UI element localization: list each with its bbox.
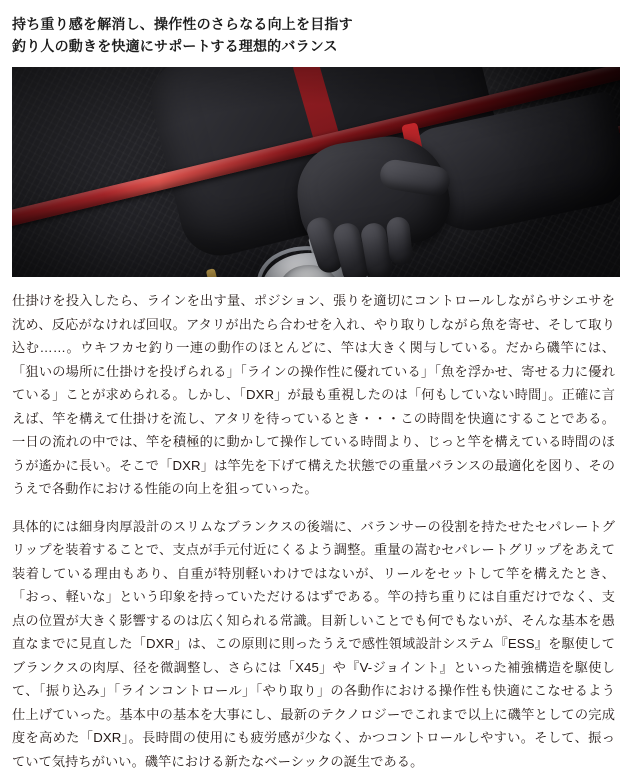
headline-line-1: 持ち重り感を解消し、操作性のさらなる向上を目指す [12, 16, 353, 32]
body-paragraph-2: 具体的には細身肉厚設計のスリムなブランクスの後端に、バランサーの役割を持たせたセパレートグリップを装着することで、支点が手元付近にくるよう調整。重量の嵩むセパレートグリップをあえて装着している理由もあり、自重が特別軽いわけではないが、リールをセットして竿を構えたとき、「おっ、軽いな」という印象を持っていただけるはずである。竿の持ち重りには自重だけでなく、支点の位置が大きく影響するのは広く知られる常識。目新しいことでも何でもないが、そんな基本を愚直なまでに見直した「DXR」は、この原則に則ったうえで感性領域設計システム『ESS』を駆使してブランクスの肉厚、径を微調整し、さらには「X45」や『V-ジョイント』といった補強構造を駆使して、「振り込み」「ラインコントロール」「やり取り」の各動作における操作性も快適にこなせるよう仕上げていった。基本中の基本を大事にし、最新のテクノロジーでこれまで以上に磯竿としての完成度を高めた「DXR」。長時間の使用にも疲労感が少なく、かつコントロールしやすい。そして、振っていて気持ちがいい。磯竿における新たなベーシックの誕生である。 [12, 518, 615, 769]
page-title [8, 0, 619, 57]
product-photo [12, 67, 620, 277]
article-body [12, 289, 615, 773]
headline-line-2: 釣り人の動きを快適にサポートする理想的バランス [12, 37, 338, 54]
body-paragraph-1: 仕掛けを投入したら、ラインを出す量、ポジション、張りを適切にコントロールしながらサシエサを沈め、反応がなければ回収。アタリが出たら合わせを入れ、やり取りしながら魚を寄せ、そして取り込む……。ウキフカセ釣り一連の動作のほとんどに、竿は大きく関与している。だから磯竿には、「狙いの場所に仕掛けを投げられる」「ラインの操作性に優れている」「魚を浮かせ、寄せる力に優れている」ことが求められる。しかし、「DXR」が最も重視したのは「何もしていない時間」。正確に言えば、竿を構えて仕掛けを流し、アタリを待っているとき・・・この時間を快適にすることである。一日の流れの中では、竿を積極的に動かして操作している時間より、じっと竿を構えている時間のほうが遙かに長い。そこで「DXR」は竿先を下げて構えた状態での重量バランスの最適化を図り、そのうえで各動作における性能の向上を狙っていった。 [12, 293, 615, 497]
